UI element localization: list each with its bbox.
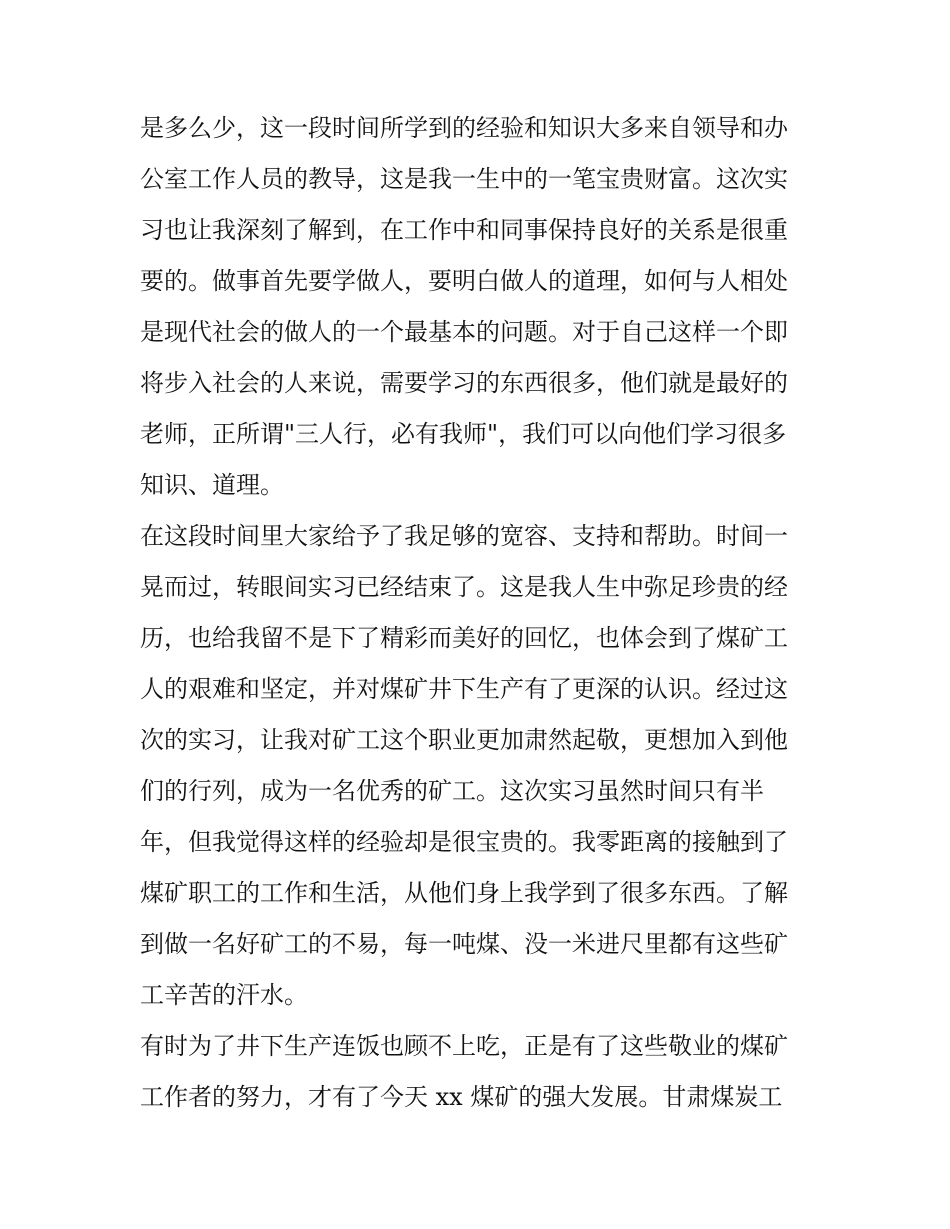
text-line-5: 是现代社会的做人的一个最基本的问题。对于自己这样一个即 (140, 318, 788, 346)
text-line-9: 在这段时间里大家给予了我足够的宽容、支持和帮助。时间一 (140, 522, 788, 550)
text-line-13: 次的实习，让我对矿工这个职业更加肃然起敬，更想加入到他 (140, 726, 788, 754)
text-line-11: 历，也给我留不是下了精彩而美好的回忆，也体会到了煤矿工 (140, 624, 788, 652)
document-body (140, 103, 820, 1123)
text-line-12: 人的艰难和坚定，并对煤矿井下生产有了更深的认识。经过这 (140, 675, 788, 703)
text-line-14: 们的行列，成为一名优秀的矿工。这次实习虽然时间只有半 (140, 777, 764, 805)
text-line-7: 老师，正所谓"三人行，必有我师"，我们可以向他们学习很多 (140, 420, 787, 448)
text-line-18: 工辛苦的汗水。 (140, 981, 308, 1009)
text-line-8: 知识、道理。 (140, 471, 284, 499)
text-line-17: 到做一名好矿工的不易，每一吨煤、没一米进尺里都有这些矿 (140, 930, 788, 958)
text-line-1: 是多么少，这一段时间所学到的经验和知识大多来自领导和办 (140, 114, 788, 142)
text-line-6: 将步入社会的人来说，需要学习的东西很多，他们就是最好的 (140, 369, 788, 397)
text-line-15: 年，但我觉得这样的经验却是很宝贵的。我零距离的接触到了 (140, 828, 788, 856)
text-line-2: 公室工作人员的教导，这是我一生中的一笔宝贵财富。这次实 (140, 165, 788, 193)
text-line-16: 煤矿职工的工作和生活，从他们身上我学到了很多东西。了解 (140, 879, 788, 907)
text-line-4: 要的。做事首先要学做人，要明白做人的道理，如何与人相处 (140, 267, 788, 295)
text-line-20: 工作者的努力，才有了今天 xx 煤矿的强大发展。甘肃煤炭工 (140, 1083, 783, 1111)
text-line-19: 有时为了井下生产连饭也顾不上吃，正是有了这些敬业的煤矿 (140, 1032, 788, 1060)
text-line-3: 习也让我深刻了解到，在工作中和同事保持良好的关系是很重 (140, 216, 788, 244)
text-line-10: 晃而过，转眼间实习已经结束了。这是我人生中弥足珍贵的经 (140, 573, 788, 601)
